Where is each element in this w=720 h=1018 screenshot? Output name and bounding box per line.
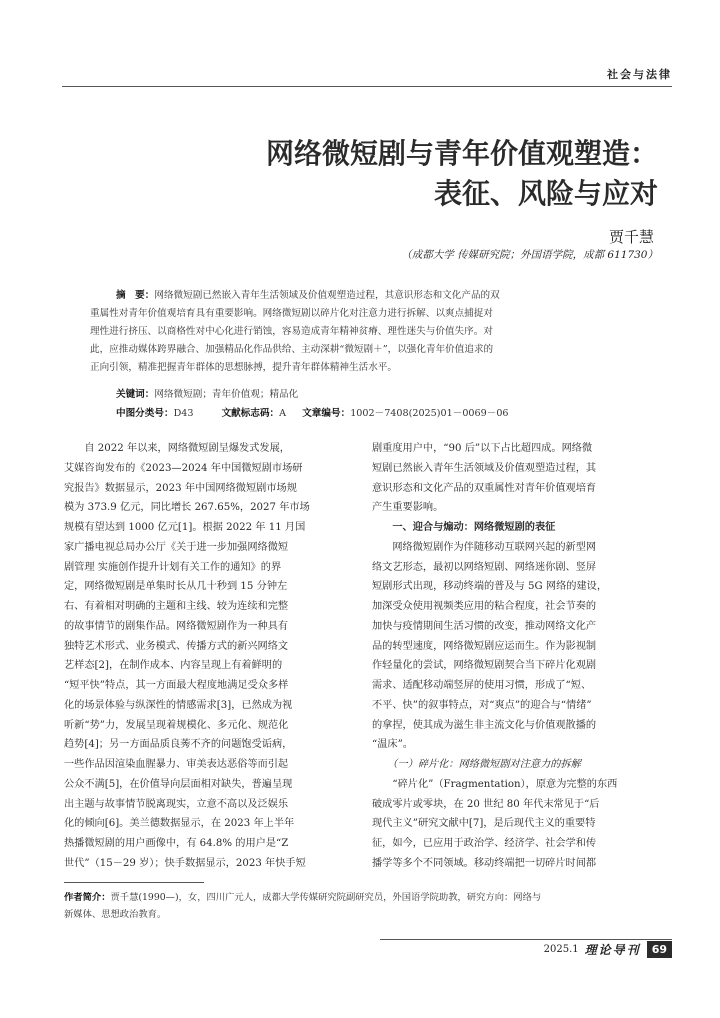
body-line: 作轻量化的尝试，网络微短剧契合当下碎片化观剧	[372, 660, 597, 672]
keywords-value: 网络微短剧；青年价值观；精品化	[154, 389, 299, 400]
footer-divider	[380, 939, 672, 940]
doc-code-label: 文献标志码：	[221, 408, 280, 419]
page-footer	[544, 941, 672, 958]
issue-number: 2025.1	[543, 944, 579, 955]
author-footnote	[64, 889, 660, 923]
abstract-line: 此，应推动媒体跨界融合、加强精品化作品供给、主动深耕“微短剧＋”，以强化青年价值追求的	[90, 344, 494, 355]
body-line: 品的转型速度，网络微短剧应运而生。作为影视制	[372, 640, 597, 652]
clc-label: 中图分类号：	[116, 408, 174, 419]
body-line: 短剧形式出现，移动终端的普及与 5G 网络的建设，	[372, 581, 608, 593]
body-line: “温床”。	[372, 739, 413, 751]
body-line: 剧管理 实施创作提升计划有关工作的通知》的界	[64, 561, 282, 573]
abstract-label: 摘 要：	[116, 290, 155, 301]
abstract-line: 重属性对青年价值观培育具有重要影响。网络微短剧以碎片化对注意力进行拆解、以爽点捕捉对	[90, 308, 493, 319]
body-line: “碎片化”（Fragmentation），原意为完整的东西	[372, 778, 618, 790]
body-line: 现代主义”研究文献中[7]，是后现代主义的重要特	[372, 818, 596, 830]
body-line: 播学等多个不同领域。移动终端把一切碎片时间都	[372, 857, 597, 869]
body-line: 规模有望达到 1000 亿元[1]。根据 2022 年 11 月国	[64, 522, 306, 533]
body-line: 模为 373.9 亿元，同比增长 267.65%，2027 年市场	[64, 502, 310, 514]
body-line: 网络微短剧作为伴随移动互联网兴起的新型网	[372, 541, 597, 553]
keywords-label: 关键词：	[116, 389, 155, 400]
body-line: 的故事情节的剧集作品。网络微短剧作为一种具有	[64, 620, 289, 632]
journal-name: 理论导刊	[584, 943, 641, 957]
article-title-line1: 网络微短剧与青年价值观塑造：	[265, 137, 658, 170]
abstract-line: 理性进行挤压、以商格性对中心化进行销蚀，容易造成青年精神贫瘠、理性迷失与价值失序。对	[90, 326, 493, 337]
body-line: 独特艺术形式、业务模式、传播方式的新兴网络文	[64, 640, 289, 652]
body-line: 产生重要影响。	[372, 502, 444, 514]
body-line: 听新“势”力，发展呈现着规模化、多元化、规范化	[64, 719, 289, 731]
article-no-label: 文章编号：	[302, 408, 351, 419]
body-line: 不平、快”的叙事特点，对“爽点”的迎合与“情绪”	[372, 699, 592, 711]
author-name: 贾千慧	[608, 228, 654, 246]
body-line: “短平快”特点，其一方面最大程度地满足受众多样	[64, 680, 289, 691]
abstract	[90, 287, 636, 377]
abstract-line	[90, 287, 636, 305]
body-line: 需求、适配移动端竖屏的使用习惯，形成了“短、	[372, 680, 592, 691]
author-affiliation: （成都大学 传媒研究院；外国语学院，成都 611730）	[401, 249, 658, 261]
body-line: 家广播电视总局办公厅《关于进一步加强网络微短	[64, 541, 289, 553]
body-line: 破成零片或零块，在 20 世纪 80 年代末常见于“后	[372, 798, 600, 810]
body-line: 化的倾向[6]。美兰德数据显示，在 2023 年上半年	[64, 818, 295, 830]
section-heading: 一、迎合与煽动：网络微短剧的表征	[372, 522, 556, 533]
body-line: 自 2022 年以来，网络微短剧呈爆发式发展，	[64, 443, 290, 454]
footnote-divider	[64, 882, 204, 883]
classification	[116, 405, 509, 419]
body-line: 的拿捏，使其成为滋生非主流文化与价值观散播的	[372, 719, 597, 731]
body-line: 出主题与故事情节脱离现实，立意不高以及泛娱乐	[64, 798, 289, 810]
body-line: 加快与疫情期间生活习惯的改变，推动网络文化产	[372, 620, 597, 632]
header-divider	[62, 86, 672, 87]
body-line: 艾媒咨询发布的《2023—2024 年中国微短剧市场研	[64, 462, 303, 474]
clc-value: D43	[173, 408, 194, 419]
body-line: 公众不满[5]，在价值导向层面相对缺失，普遍呈现	[64, 778, 293, 790]
body-line: 化的场景体验与纵深性的情感需求[3]，已然成为视	[64, 699, 293, 711]
doc-code-value: A	[279, 408, 287, 419]
footnote-line: 新媒体、思想政治教育。	[64, 909, 167, 920]
page-number: 69	[647, 941, 672, 958]
body-line: 艺样态[2]，在制作成本、内容呈现上有着鲜明的	[64, 660, 283, 672]
body-line: 究报告》数据显示，2023 年中国网络微短剧市场规	[64, 482, 297, 494]
article-title-line2: 表征、风险与应对	[433, 177, 658, 210]
body-line: 络文艺形态，最初以网络短剧、网络迷你剧、竖屏	[372, 561, 597, 573]
section-tag: 社会与法律	[607, 68, 672, 81]
body-column-left	[64, 439, 358, 874]
footnote-line	[64, 889, 660, 906]
subsection-heading: （一）碎片化：网络微短剧对注意力的拆解	[372, 759, 581, 770]
body-line: 征，如今，已应用于政治学、经济学、社会学和传	[372, 838, 597, 849]
abstract-line: 正向引领，精准把握青年群体的思想脉搏，提升青年群体精神生活水平。	[90, 362, 397, 373]
footnote-label: 作者简介：	[64, 892, 111, 903]
body-line: 意识形态和文化产品的双重属性对青年价值观培育	[372, 482, 597, 494]
body-column-right	[372, 439, 660, 874]
body-line: 热播微短剧的用户画像中，有 64.8% 的用户是“Z	[64, 838, 289, 849]
abstract-text: 网络微短剧已然嵌入青年生活领域及价值观塑造过程，其意识形态和文化产品的双	[154, 290, 500, 301]
body-line: 世代”（15－29 岁）；快手数据显示，2023 年快手短	[64, 857, 306, 869]
article-no-value: 1002－7408(2025)01－0069－06	[350, 408, 509, 419]
body-line: 趋势[4]；另一方面品质良莠不齐的问题饱受诟病，	[64, 739, 293, 751]
body-line: 定，网络微短剧是单集时长从几十秒到 15 分钟左	[64, 581, 288, 593]
body-line: 剧重度用户中，“90 后”以下占比超四成。网络微	[372, 443, 593, 454]
body-line: 短剧已然嵌入青年生活领域及价值观塑造过程，其	[372, 462, 597, 474]
footnote-text: 贾千慧(1990—)，女，四川广元人，成都大学传媒研究院副研究员，外国语学院助教，研究方向：网络与	[110, 892, 542, 903]
keywords	[116, 386, 298, 400]
body-line: 加深受众使用视频类应用的粘合程度，社会节奏的	[372, 601, 597, 612]
body-line: 一些作品因渲染血腥暴力、审美表达恶俗等而引起	[64, 759, 289, 770]
body-line: 右、有着相对明确的主题和主线、较为连续和完整	[64, 601, 289, 612]
